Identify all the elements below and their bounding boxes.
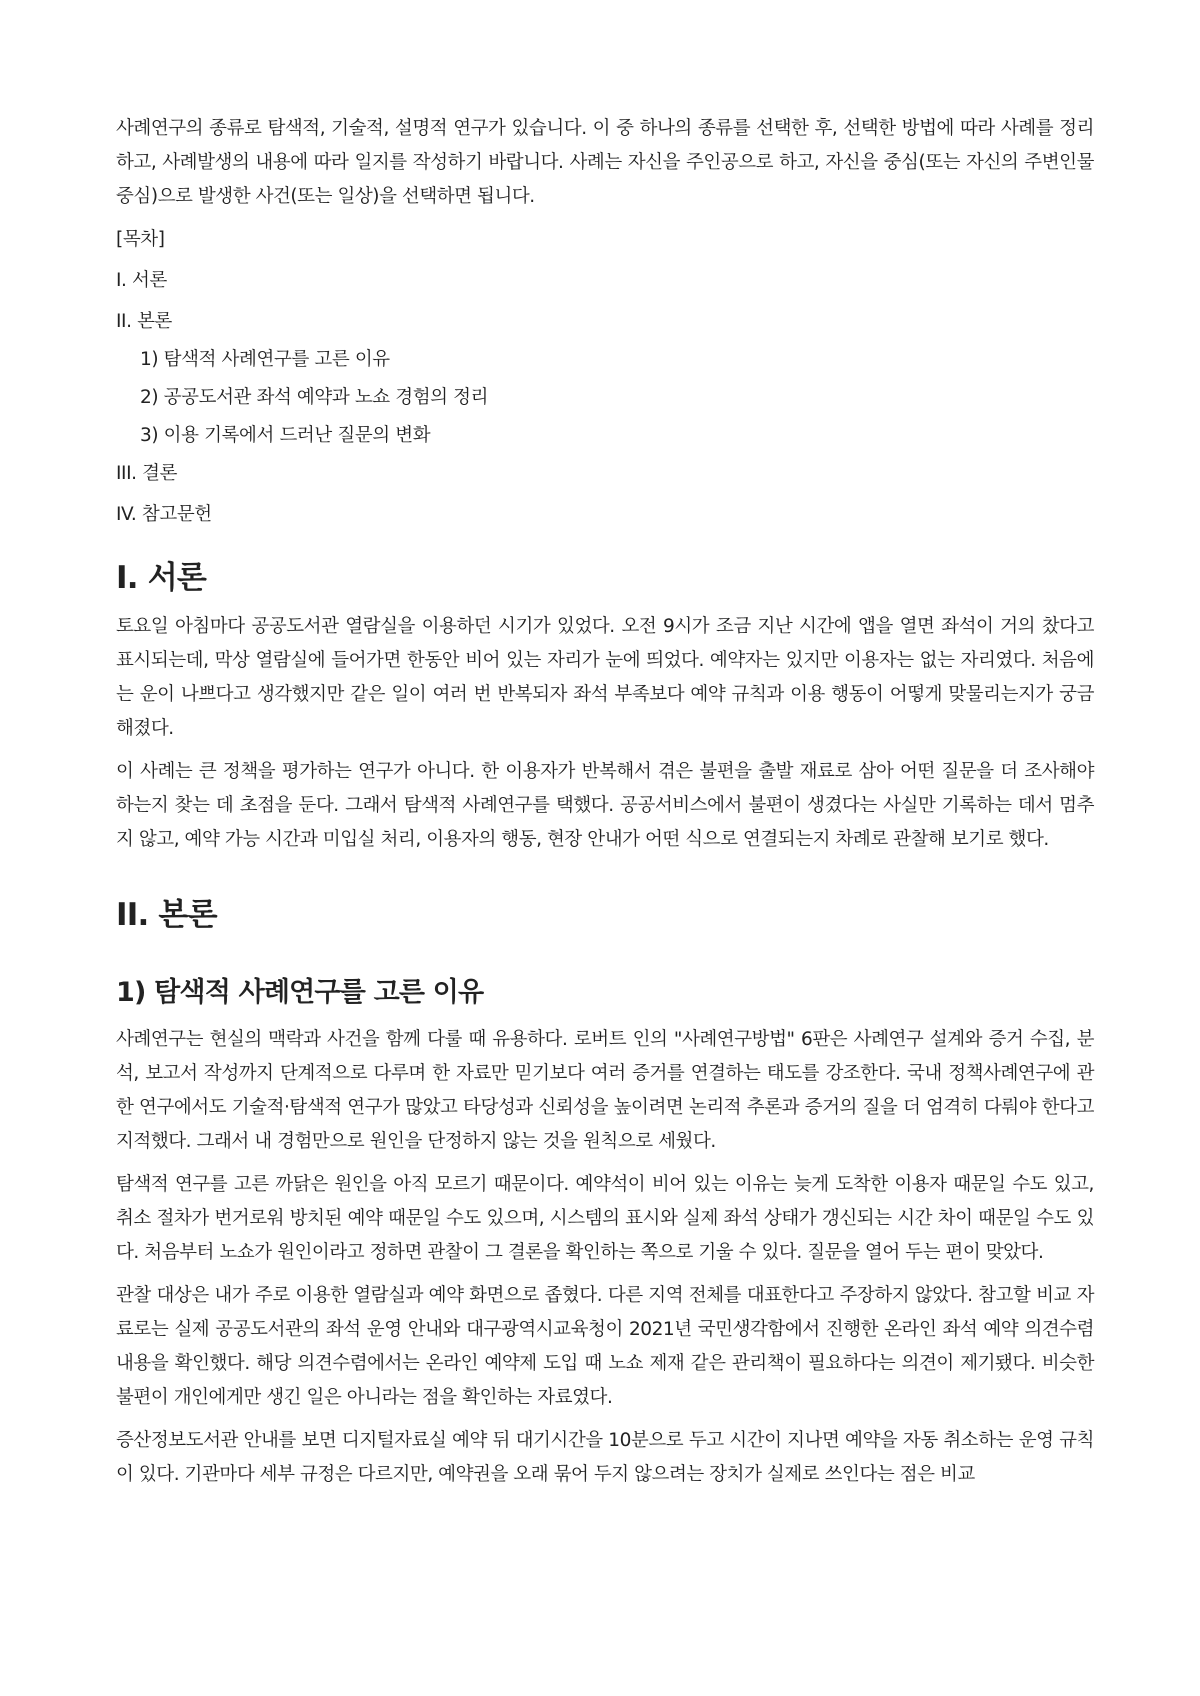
toc-subitem-2: 2) 공공도서관 좌석 예약과 노쇼 경험의 정리 [140,387,489,408]
section-heading-main-body: II. 본론 [116,897,217,933]
toc-title: [목차] [116,229,165,250]
subsection-paragraph: 사례연구는 현실의 맥락과 사건을 함께 다룰 때 유용하다. 로버트 인의 "사례연구방법" 6판은 사례연구 설계와 증거 수집, 분석, 보고서 작성까지 단계적으로 다루며 한 자료만 믿기보다 여러 증거를 연결하는 태도를 강조한다. 국내 정책사례연구에 관한 연구에서도 기술적·탐색적 연구가 많았고 타당성과 신뢰성을 높이려면 논리적 추론과 증거의 질을 더 엄격히 다뤄야 한다고 지적했다. 그래서 내 경험만으로 원인을 단정하지 않는 것을 원칙으로 세웠다. [116,1029,1094,1152]
table-of-contents [116,227,1094,528]
subsection-paragraph: 관찰 대상은 내가 주로 이용한 열람실과 예약 화면으로 좁혔다. 다른 지역 전체를 대표한다고 주장하지 않았다. 참고할 비교 자료로는 실제 공공도서관의 좌석 운영 안내와 대구광역시교육청이 2021년 국민생각함에서 진행한 온라인 좌석 예약 의견수렴 내용을 확인했다. 해당 의견수렴에서는 온라인 예약제 도입 때 노쇼 제재 같은 관리책이 필요하다는 의견이 제기됐다. 비슷한 불편이 개인에게만 생긴 일은 아니라는 점을 확인하는 자료였다. [116,1285,1094,1408]
introduction-paragraph: 토요일 아침마다 공공도서관 열람실을 이용하던 시기가 있었다. 오전 9시가 조금 지난 시간에 앱을 열면 좌석이 거의 찼다고 표시되는데, 막상 열람실에 들어가면 한동안 비어 있는 자리가 눈에 띄었다. 예약자는 있지만 이용자는 없는 자리였다. 처음에는 운이 나쁘다고 생각했지만 같은 일이 여러 번 반복되자 좌석 부족보다 예약 규칙과 이용 행동이 어떻게 맞물리는지가 궁금해졌다. [116,616,1094,739]
subsection-heading-1: 1) 탐색적 사례연구를 고른 이유 [116,977,484,1008]
introduction-paragraph: 이 사례는 큰 정책을 평가하는 연구가 아니다. 한 이용자가 반복해서 겪은 불편을 출발 재료로 삼아 어떤 질문을 더 조사해야 하는지 찾는 데 초점을 둔다. 그래서 탐색적 사례연구를 택했다. 공공서비스에서 불편이 생겼다는 사실만 기록하는 데서 멈추지 않고, 예약 가능 시간과 미입실 처리, 이용자의 행동, 현장 안내가 어떤 식으로 연결되는지 차례로 관찰해 보기로 했다. [116,761,1094,850]
toc-item-conclusion: III. 결론 [116,463,178,484]
toc-item-references: IV. 참고문헌 [116,504,212,525]
toc-item-introduction: I. 서론 [116,270,167,291]
toc-item-main-body: II. 본론 [116,311,173,332]
assignment-instructions: 사례연구의 종류로 탐색적, 기술적, 설명적 연구가 있습니다. 이 중 하나의 종류를 선택한 후, 선택한 방법에 따라 사례를 정리하고, 사례발생의 내용에 따라 일지를 작성하기 바랍니다. 사례는 자신을 주인공으로 하고, 자신을 중심(또는 자신의 주변인물 중심)으로 발생한 사건(또는 일상)을 선택하면 됩니다. [116,118,1094,207]
subsection-paragraph: 증산정보도서관 안내를 보면 디지털자료실 예약 뒤 대기시간을 10분으로 두고 시간이 지나면 예약을 자동 취소하는 운영 규칙이 있다. 기관마다 세부 규정은 다르지만, 예약권을 오래 묶어 두지 않으려는 장치가 실제로 쓰인다는 점은 비교 [116,1430,1094,1485]
section-heading-introduction: I. 서론 [116,560,206,596]
subsection-paragraph: 탐색적 연구를 고른 까닭은 원인을 아직 모르기 때문이다. 예약석이 비어 있는 이유는 늦게 도착한 이용자 때문일 수도 있고, 취소 절차가 번거로워 방치된 예약 때문일 수도 있으며, 시스템의 표시와 실제 좌석 상태가 갱신되는 시간 차이 때문일 수도 있다. 처음부터 노쇼가 원인이라고 정하면 관찰이 그 결론을 확인하는 쪽으로 기울 수 있다. 질문을 열어 두는 편이 맞았다. [116,1174,1094,1263]
toc-subitem-1: 1) 탐색적 사례연구를 고른 이유 [140,349,390,370]
toc-subitem-3: 3) 이용 기록에서 드러난 질문의 변화 [140,425,431,446]
